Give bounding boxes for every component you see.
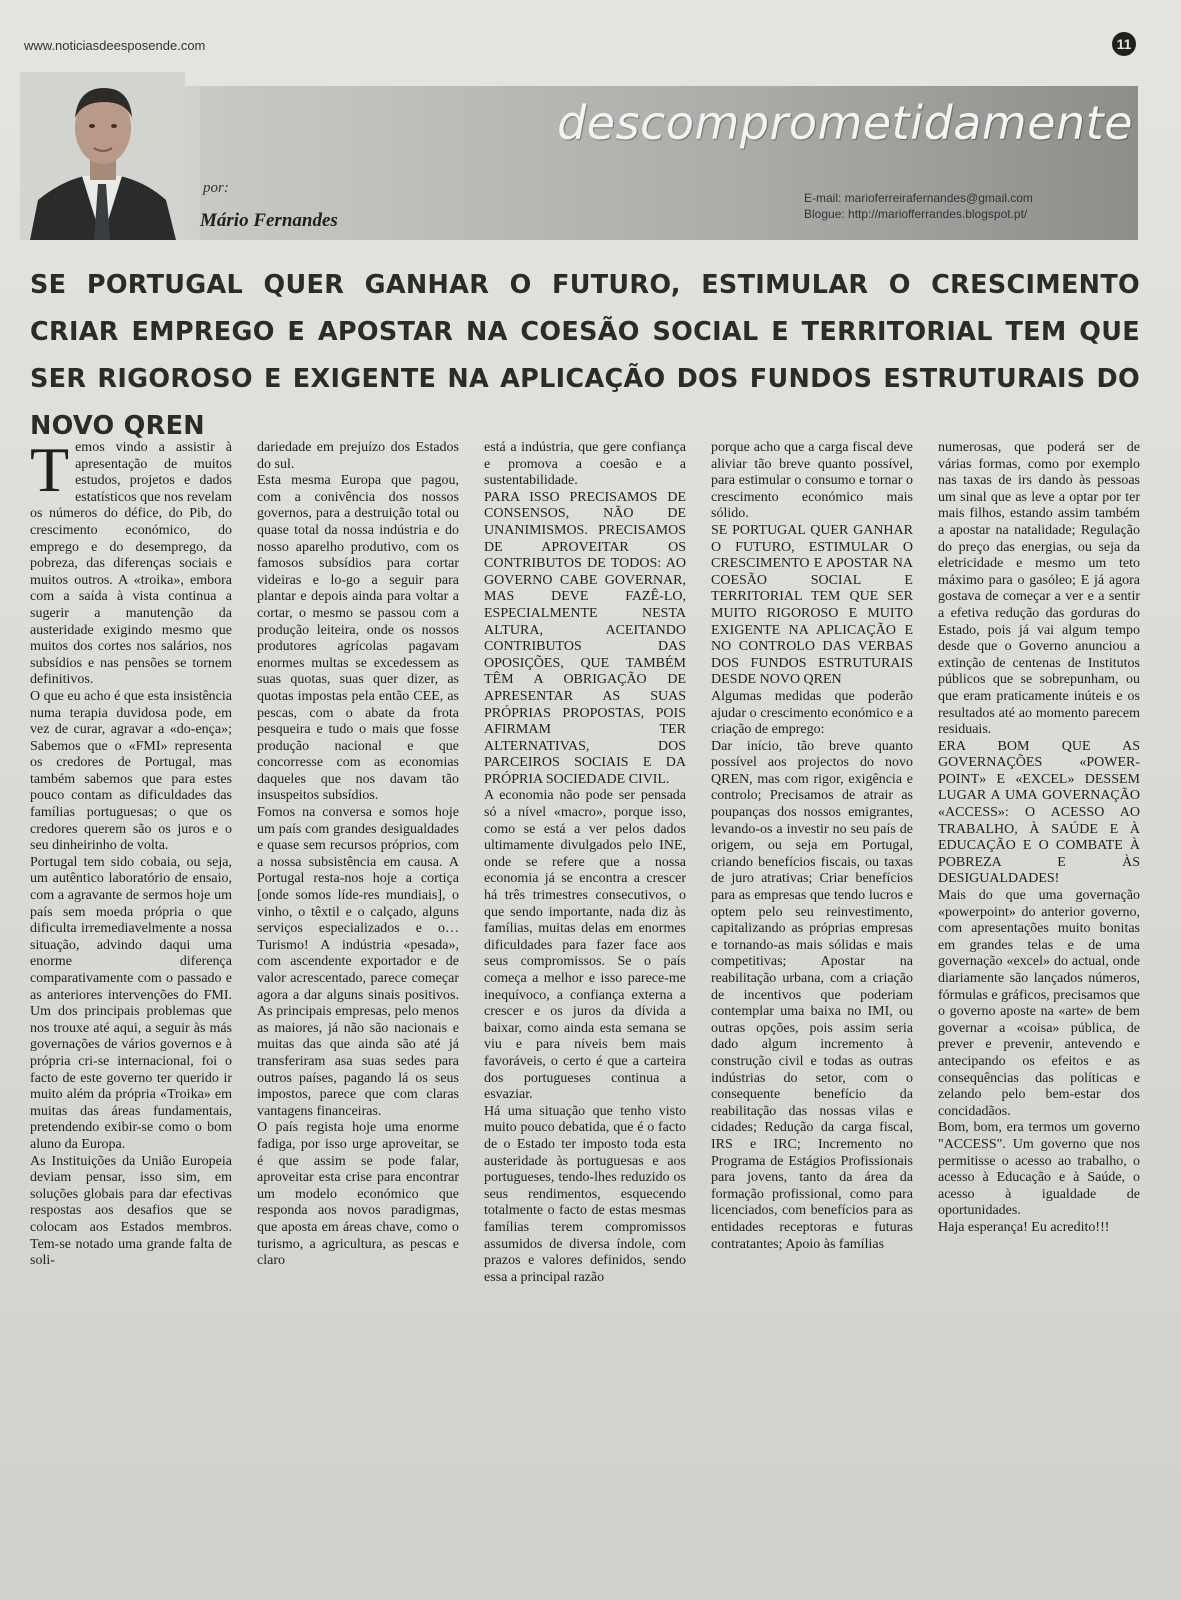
paragraph: Há uma situação que tenho visto muito pouco debatida, que é o facto de o Estado ter imposto toda esta austeridade às portuguesas e aos portugueses, tendo-lhes reduzido os seus rendimentos, esquecendo totalmente o facto de estas mesmas famílias terem compromissos assumidos de diversa índole, com prazos e valores definidos, sendo essa a principal razão xyxy=(484,1103,686,1285)
paragraph: Bom, bom, era termos um governo "ACCESS". Um governo que nos permitisse o acesso ao trabalho, o acesso à Educação e à Saúde, o acesso à igualdade de oportunidades. xyxy=(938,1120,1140,1219)
website-url: www.noticiasdeesposende.com xyxy=(24,38,206,53)
drop-cap: T xyxy=(30,440,70,505)
paragraph: O que eu acho é que esta insistência numa terapia duvidosa pode, em vez de curar, agravar a «do-ença»; Sabemos que o «FMI» representa os credores de Portugal, mas também sabemos que para estes pouco contam as dificuldades das famílias portuguesas; o que os credores querem são os juros e o seu dinheirinho de volta. xyxy=(30,688,232,854)
author-email: E-mail: marioferreirafernandes@gmail.com xyxy=(804,191,1033,205)
section-title: descomprometidamente xyxy=(557,96,1133,150)
by-label: por: xyxy=(203,180,229,196)
article-body xyxy=(30,440,1140,1575)
paragraph: Haja esperança! Eu acredito!!! xyxy=(938,1219,1110,1235)
author-contact xyxy=(804,190,1114,222)
article-headline: SE PORTUGAL QUER GANHAR O FUTURO, ESTIMULAR O CRESCIMENTO CRIAR EMPREGO E APOSTAR NA COESÃO SOCIAL E TERRITORIAL TEM QUE SER RIGOROSO E EXIGENTE NA APLICAÇÃO DOS FUNDOS ESTRUTURAIS DO NOVO QREN xyxy=(30,270,1140,441)
paragraph: Fomos na conversa e somos hoje um país com grandes desigualdades e quase sem recursos próprios, com a nossa subsistência em causa. A Portugal resta-nos hoje a cortiça [onde somos líde-res mundiais], o vinho, o têxtil e o calçado, alguns serviços especializados e o… Turismo! A indústria «pesada», com ascendente exportador e de valor acrescentado, parece começar agora a dar alguns sinais positivos. As principais empresas, pelo menos as maiores, já não são nacionais e muitas das que ainda são até já transferiram asa suas sedes para outros países, pagando lá os seus impostos, parece que com claras vantagens financeiras. xyxy=(257,805,459,1119)
paragraph: Esta mesma Europa que pagou, com a conivência dos nossos governos, para a destruição total ou quase total da nossa indústria e do nosso aparelho produtivo, com os famosos subsídios para cortar videiras e lo-go a seguir para plantar e depois ainda para voltar a cortar, o mesmo se passou com a produção leiteira, onde os nossos produtores agrícolas pagavam enormes multas se excedessem as suas quotas, suas quer dizer, as quotas impostas pela então CEE, as pescas, com o abate da frota pesqueira e tudo o mais que fosse produção nacional e que concorresse com as economias daqueles que nos davam tão insuspeitos subsídios. xyxy=(257,473,459,804)
paragraph: A economia não pode ser pensada só a nível «macro», porque isso, como se está a ver pelos dados ultimamente divulgados pelo INE, onde se refere que a nossa economia já se encontra a crescer há três trimestres consecutivos, o que sendo importante, nada diz às famílias, muitas delas em enormes dificuldades para fazer face aos seus compromissos. Se o país começa a melhor e isso parece-me inequívoco, a confiança externa a crescer e os juros da dívida a baixar, como ainda esta semana se viu e para níveis bem mais favoráveis, o certo é que a carteira dos portugueses continua a esvaziar. xyxy=(484,788,686,1103)
paragraph: emos vindo a assistir à apresentação de muitos estudos, projetos e dados estatísticos que nos revelam os números do défice, do Pib, do crescimento económico, do emprego e do desemprego, da pobreza, das diferenças sociais e muitos outros. A «troika», embora com a saída à vista continua a sugerir a manutenção da austeridade exigindo mesmo que muitos dos cortes nos salários, nos subsídios e nas pensões se tornem definitivos. xyxy=(30,440,232,688)
article-column-4 xyxy=(711,440,913,1575)
paragraph: porque acho que a carga fiscal deve aliviar tão breve quanto possível, para estimular o consumo e tornar o crescimento económico mais sólido. xyxy=(711,440,913,522)
paragraph: Portugal tem sido cobaia, ou seja, um autêntico laboratório de ensaio, com a agravante de sermos hoje um país sem moeda própria o que dificulta irremediavelmente a nossa situação, advindo daqui uma enorme diferença comparativamente com o passado e as anteriores intervenções do FMI. Um dos principais problemas que nos trouxe até aqui, a seguir às más governações de vários governos e à própria cri-se internacional, foi o facto de este governo ter querido ir muito além da própria «Troika» em muitas das áreas fundamentais, pretendendo exibir-se como o bom aluno da Europa. xyxy=(30,854,232,1152)
author-blog: Blogue: http://mariofferrandes.blogspot.pt/ xyxy=(804,207,1028,221)
paragraph: Dar início, tão breve quanto possível aos projectos do novo QREN, mas com rigor, exigência e controlo; Precisamos de atrair as poupanças dos nossos emigrantes, levando-os a investir no seu país de origem, ou seja em Portugal, criando benefícios fiscais, ou taxas de juro atrativas; Criar benefícios para as empresas que tendo lucros e optem pelo seu reinvestimento, capitalizando as próprias empresas e tornando-as mais sólidas e mais competitivas; Apostar na reabilitação urbana, com a criação de incentivos que poderiam contemplar uma baixa no IMI, ou outras opções, pois assim seria dado algum incremento à construção civil e todas as outras indústrias do setor, com o consequente benefício da reabilitação das nossas vilas e cidades; Redução da carga fiscal, IRS e IRC; Incremento no Programa de Estágios Profissionais para jovens, tanto da área da formação profissional, como para licenciados, com benefícios para as entidades receptoras e futuras contratantes; Apoio às famílias xyxy=(711,738,913,1252)
article-column-1 xyxy=(30,440,232,1575)
paragraph: O país regista hoje uma enorme fadiga, por isso urge aproveitar, se é que assim se pode falar, aproveitar esta crise para encontrar um modelo económico que responda aos novos paradigmas, que aposta em áreas chave, como o turismo, a agricultura, as pescas e claro xyxy=(257,1120,459,1269)
paragraph: As Instituições da União Europeia deviam pensar, isso sim, em soluções globais para dar efectivas respostas aos desafios que se colocam aos Estados membros. Tem-se notado uma grande falta de soli- xyxy=(30,1153,232,1269)
article-column-5 xyxy=(938,440,1140,1575)
article-column-2 xyxy=(257,440,459,1575)
author-name: Mário Fernandes xyxy=(200,210,338,231)
emphasis-paragraph: PARA ISSO PRECISAMOS DE CONSENSOS, NÃO DE UNANIMISMOS. PRECISAMOS DE APROVEITAR OS CONTRIBUTOS DE TODOS: AO GOVERNO CABE GOVERNAR, MAS DEVE FAZÊ-LO, ESPECIALMENTE NESTA ALTURA, ACEITANDO CONTRIBUTOS DAS OPOSIÇÕES, QUE TAMBÉM TÊM A OBRIGAÇÃO DE APRESENTAR AS SUAS PRÓPRIAS PROPOSTAS, POIS AFIRMAM TER ALTERNATIVAS, DOS PARCEIROS SOCIAIS E DA PRÓPRIA SOCIEDADE CIVIL. xyxy=(484,489,686,787)
emphasis-paragraph: ERA BOM QUE AS GOVERNAÇÕES «POWER-POINT» E «EXCEL» DESSEM LUGAR A UMA GOVERNAÇÃO «ACCESS»: O ACESSO AO TRABALHO, À SAÚDE E À EDUCAÇÃO E O COMBATE À POBREZA E ÀS DESIGUALDADES! xyxy=(938,738,1140,887)
paragraph: Algumas medidas que poderão ajudar o crescimento económico e a criação de emprego: xyxy=(711,688,913,738)
paragraph: numerosas, que poderá ser de várias formas, como por exemplo nas taxas de irs dando às pessoas um sinal que as leve a optar por ter mais filhos, estando assim também a apostar na natalidade; Regulação do preço das energias, ou seja da eletricidade e mesmo um teto máximo para o gasóleo; E já agora gostava de começar a ver e a sentir a efetiva redução das gorduras do Estado, pois já vai algum tempo desde que o Governo anunciou a extinção de centenas de Institutos públicos que se sobrepunham, ou que eram praticamente inúteis e os resultados até ao momento parecem residuais. xyxy=(938,440,1140,738)
paragraph: Mais do que uma governação «powerpoint» do anterior governo, com apresentações muito bonitas em grandes telas e de uma governação «excel» do actual, onde diariamente são lançados números, fórmulas e gráficos, precisamos que o governo aposte na «arte» de bem governar a «coisa» pública, de prever e prevenir, antevendo e antecipando os efeitos e as consequências das políticas e zelando pelo bem-estar dos concidadãos. xyxy=(938,888,1140,1119)
page-number: 11 xyxy=(1112,32,1136,56)
paragraph: dariedade em prejuízo dos Estados do sul. xyxy=(257,440,459,472)
article-column-3 xyxy=(484,440,686,1575)
paragraph: está a indústria, que gere confiança e promova a coesão e a sustentabilidade. xyxy=(484,440,686,489)
author-portrait xyxy=(20,72,185,240)
emphasis-paragraph: SE PORTUGAL QUER GANHAR O FUTURO, ESTIMULAR O CRESCIMENTO E APOSTAR NA COESÃO SOCIAL E TERRITORIAL TEM QUE SER MUITO RIGOROSO E MUITO EXIGENTE NA APLICAÇÃO E NO CONTROLO DAS VERBAS DOS FUNDOS ESTRUTURAIS DESDE NOVO QREN xyxy=(711,522,913,688)
